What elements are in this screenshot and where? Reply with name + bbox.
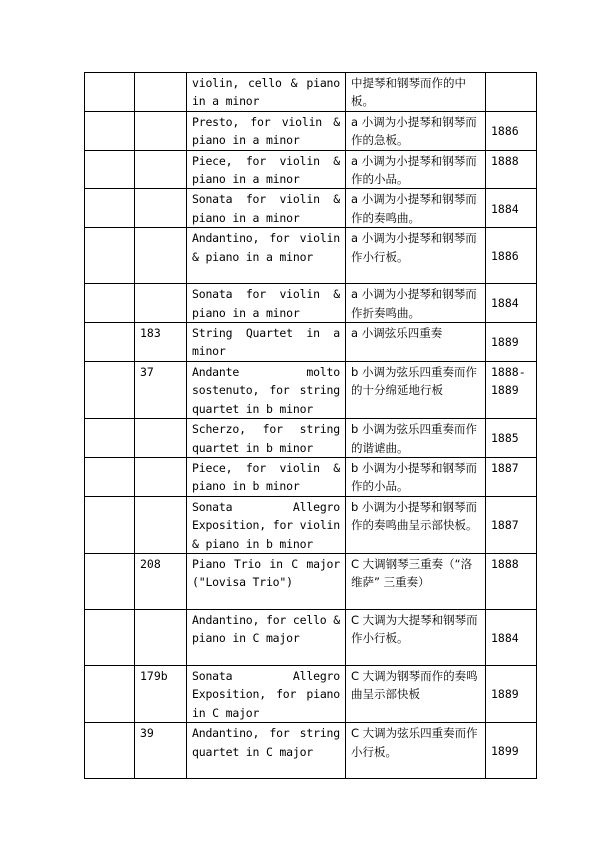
table-row [85, 553, 537, 609]
chinese-title-cell: b 小调为小提琴和钢琴而作的奏鸣曲呈示部快板。 [346, 496, 486, 553]
english-title-cell: Presto, for violin & piano in a minor [187, 111, 346, 150]
english-title-cell: Scherzo, for string quartet in b minor [187, 419, 346, 458]
table-row [85, 323, 537, 362]
english-title-cell: Piano Trio in C major ("Lovisa Trio") [187, 553, 346, 609]
chinese-title-cell: a 小调为小提琴和钢琴而作的小品。 [346, 150, 486, 189]
table-row [85, 609, 537, 665]
blank-cell [85, 189, 135, 228]
english-title-cell: violin, cello & piano in a minor [187, 73, 346, 112]
english-title-cell: Andante molto sostenuto, for string quartet in b minor [187, 361, 346, 418]
chinese-title-cell: b 小调为弦乐四重奏而作的谐谑曲。 [346, 419, 486, 458]
year-cell: 1885 [486, 419, 537, 458]
blank-cell [85, 111, 135, 150]
english-title-cell: Andantino, for cello & piano in C major [187, 609, 346, 665]
year-cell: 1886 [486, 111, 537, 150]
table-row [85, 189, 537, 228]
blank-cell [85, 228, 135, 284]
chinese-title-cell: 中提琴和钢琴而作的中板。 [346, 73, 486, 112]
work-number-cell [135, 496, 187, 553]
table-row [85, 457, 537, 496]
work-number-cell [135, 609, 187, 665]
work-number-cell [135, 150, 187, 189]
table-row [85, 228, 537, 284]
chinese-title-cell: C 大调为钢琴而作的奏鸣曲呈示部快板 [346, 665, 486, 722]
work-number-cell: 183 [135, 323, 187, 362]
blank-cell [85, 496, 135, 553]
blank-cell [85, 457, 135, 496]
blank-cell [85, 553, 135, 609]
work-number-cell: 208 [135, 553, 187, 609]
table-row [85, 419, 537, 458]
work-number-cell [135, 457, 187, 496]
blank-cell [85, 361, 135, 418]
chinese-title-cell: C 大调钢琴三重奏（“洛维萨” 三重奏） [346, 553, 486, 609]
blank-cell [85, 73, 135, 112]
blank-cell [85, 723, 135, 779]
year-cell: 1884 [486, 284, 537, 323]
table-row [85, 496, 537, 553]
work-number-cell [135, 73, 187, 112]
chinese-title-cell: a 小调为小提琴和钢琴而作小行板。 [346, 228, 486, 284]
work-number-cell: 179b [135, 665, 187, 722]
blank-cell [85, 419, 135, 458]
table-row [85, 73, 537, 112]
work-number-cell: 37 [135, 361, 187, 418]
chinese-title-cell: a 小调为小提琴和钢琴而作的急板。 [346, 111, 486, 150]
chinese-title-cell: a 小调弦乐四重奏 [346, 323, 486, 362]
table-row [85, 723, 537, 779]
english-title-cell: Andantino, for violin & piano in a minor [187, 228, 346, 284]
table-row [85, 284, 537, 323]
table-row [85, 111, 537, 150]
english-title-cell: String Quartet in a minor [187, 323, 346, 362]
chinese-title-cell: b 小调为小提琴和钢琴而作的小品。 [346, 457, 486, 496]
english-title-cell: Piece, for violin & piano in a minor [187, 150, 346, 189]
english-title-cell: Sonata Allegro Exposition, for piano in C major [187, 665, 346, 722]
year-cell: 1886 [486, 228, 537, 284]
chinese-title-cell: C 大调为大提琴和钢琴而作小行板。 [346, 609, 486, 665]
chinese-title-cell: a 小调为小提琴和钢琴而作的奏鸣曲。 [346, 189, 486, 228]
year-cell: 1888-1889 [486, 361, 537, 418]
year-cell: 1884 [486, 189, 537, 228]
chinese-title-cell: a 小调为小提琴和钢琴而作折奏鸣曲。 [346, 284, 486, 323]
english-title-cell: Sonata Allegro Exposition, for violin & piano in b minor [187, 496, 346, 553]
english-title-cell: Sonata for violin & piano in a minor [187, 189, 346, 228]
work-number-cell: 39 [135, 723, 187, 779]
blank-cell [85, 609, 135, 665]
year-cell: 1887 [486, 457, 537, 496]
table-row [85, 150, 537, 189]
work-number-cell [135, 189, 187, 228]
table-row [85, 361, 537, 418]
works-table [84, 72, 537, 779]
year-cell: 1888 [486, 553, 537, 609]
work-number-cell [135, 111, 187, 150]
blank-cell [85, 665, 135, 722]
year-cell: 1884 [486, 609, 537, 665]
blank-cell [85, 323, 135, 362]
table-row [85, 665, 537, 722]
year-cell: 1887 [486, 496, 537, 553]
work-number-cell [135, 228, 187, 284]
year-cell: 1899 [486, 723, 537, 779]
blank-cell [85, 150, 135, 189]
chinese-title-cell: b 小调为弦乐四重奏而作的十分绵延地行板 [346, 361, 486, 418]
year-cell: 1889 [486, 323, 537, 362]
year-cell: 1888 [486, 150, 537, 189]
year-cell [486, 73, 537, 112]
english-title-cell: Sonata for violin & piano in a minor [187, 284, 346, 323]
work-number-cell [135, 284, 187, 323]
blank-cell [85, 284, 135, 323]
english-title-cell: Piece, for violin & piano in b minor [187, 457, 346, 496]
year-cell: 1889 [486, 665, 537, 722]
work-number-cell [135, 419, 187, 458]
chinese-title-cell: C 大调为弦乐四重奏而作小行板。 [346, 723, 486, 779]
english-title-cell: Andantino, for string quartet in C major [187, 723, 346, 779]
